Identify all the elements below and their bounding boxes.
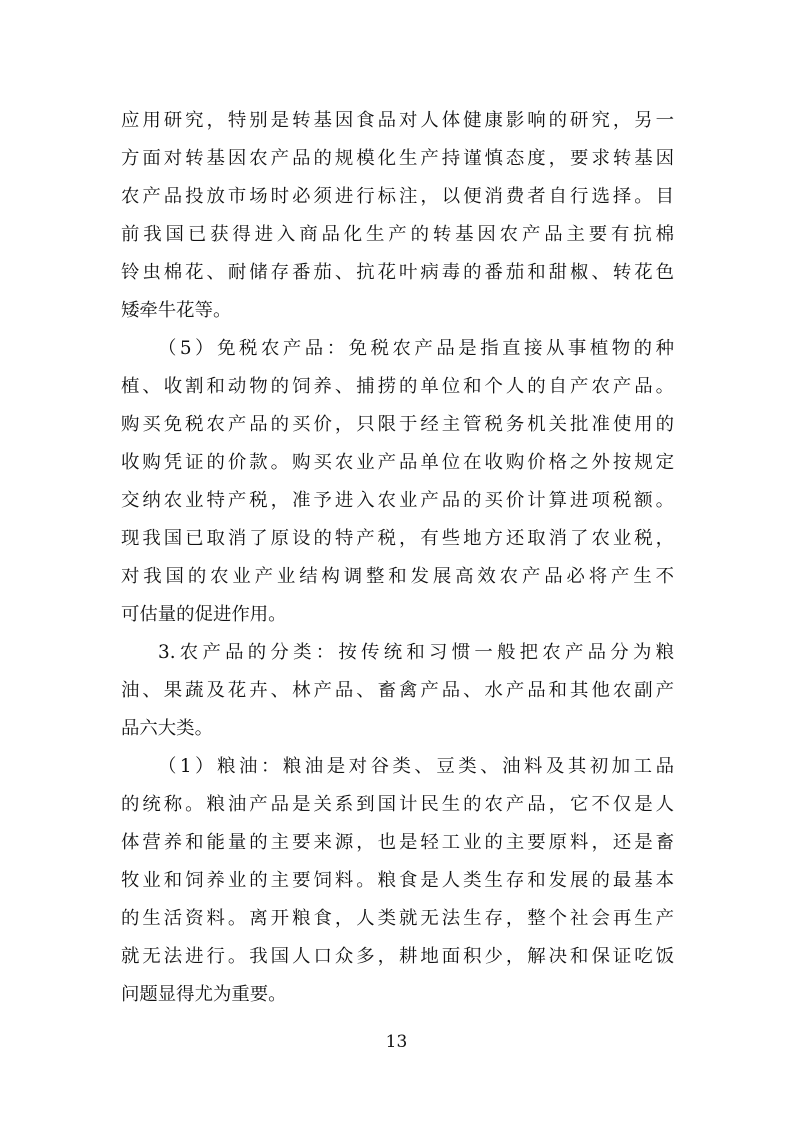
text-line: 的统称。粮油产品是关系到国计民生的农产品，它不仅是人 (121, 794, 674, 815)
text-line: 就无法进行。我国人口众多，耕地面积少，解决和保证吃饭 (121, 946, 674, 967)
page-number: 13 (385, 1032, 408, 1052)
text-line: 现我国已取消了原设的特产税，有些地方还取消了农业税， (121, 528, 674, 549)
text-line: 矮牵牛花等。 (121, 300, 232, 321)
text-line: 3.农产品的分类：按传统和习惯一般把农产品分为粮 (158, 642, 674, 663)
paragraph-classification (121, 634, 674, 748)
text-line: 可估量的促进作用。 (121, 604, 287, 625)
text-line: 铃虫棉花、耐储存番茄、抗花叶病毒的番茄和甜椒、转花色 (121, 262, 674, 283)
text-line: 植、收割和动物的饲养、捕捞的单位和个人的自产农产品。 (121, 376, 674, 397)
document-body (121, 102, 674, 1014)
paragraph-gmo-continuation (121, 102, 674, 330)
text-line: 前我国已获得进入商品化生产的转基因农产品主要有抗棉 (121, 224, 674, 245)
text-line: 品六大类。 (121, 718, 213, 739)
paragraph-grain-oil (121, 748, 674, 1014)
text-line: 油、果蔬及花卉、林产品、畜禽产品、水产品和其他农副产 (121, 680, 674, 701)
text-line: 交纳农业特产税，准予进入农业产品的买价计算进项税额。 (121, 490, 674, 511)
text-line: （1）粮油：粮油是对谷类、豆类、油料及其初加工品 (158, 756, 674, 777)
text-line: 收购凭证的价款。购买农业产品单位在收购价格之外按规定 (121, 452, 674, 473)
text-line: （5）免税农产品：免税农产品是指直接从事植物的种 (158, 338, 674, 359)
text-line: 牧业和饲养业的主要饲料。粮食是人类生存和发展的最基本 (121, 870, 674, 891)
text-line: 的生活资料。离开粮食，人类就无法生存，整个社会再生产 (121, 908, 674, 929)
text-line: 方面对转基因农产品的规模化生产持谨慎态度，要求转基因 (121, 148, 674, 169)
paragraph-tax-free-products (121, 330, 674, 634)
text-line: 问题显得尤为重要。 (121, 984, 287, 1005)
text-line: 应用研究，特别是转基因食品对人体健康影响的研究，另一 (121, 110, 674, 131)
text-line: 购买免税农产品的买价，只限于经主管税务机关批准使用的 (121, 414, 674, 435)
text-line: 体营养和能量的主要来源，也是轻工业的主要原料，还是畜 (121, 832, 674, 853)
text-line: 农产品投放市场时必须进行标注，以便消费者自行选择。目 (121, 186, 674, 207)
text-line: 对我国的农业产业结构调整和发展高效农产品必将产生不 (121, 566, 674, 587)
